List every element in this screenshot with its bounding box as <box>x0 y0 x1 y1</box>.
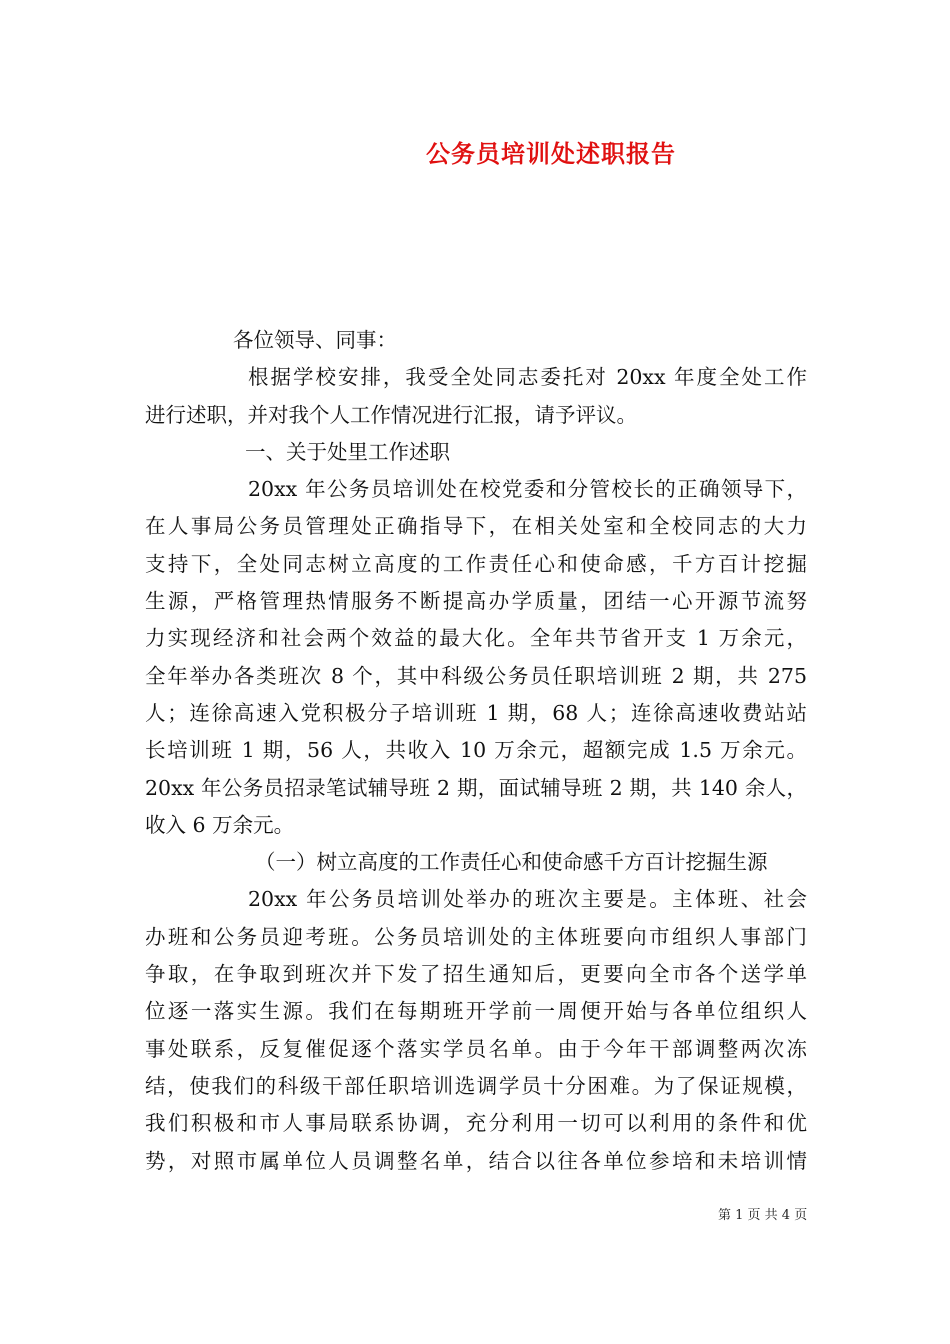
page-number: 第 1 页 共 4 页 <box>718 1208 808 1223</box>
paragraph-line: 事处联系，反复催促逐个落实学员名单。由于今年干部调整两次冻 <box>145 1036 807 1061</box>
salutation: 各位领导、同事： <box>233 328 397 352</box>
subsection-heading: （一）树立高度的工作责任心和使命感千方百计挖掘生源 <box>255 850 768 875</box>
paragraph-line: 收入 6 万余元。 <box>145 812 295 837</box>
paragraph-line: 位逐一落实生源。我们在每期班开学前一周便开始与各单位组织人 <box>145 999 807 1024</box>
paragraph-line: 支持下，全处同志树立高度的工作责任心和使命感，千方百计挖掘 <box>145 551 807 576</box>
paragraph-line: 20xx 年公务员培训处在校党委和分管校长的正确领导下， <box>248 477 807 502</box>
paragraph-line: 力实现经济和社会两个效益的最大化。全年共节省开支 1 万余元， <box>145 626 807 651</box>
paragraph-line: 势，对照市属单位人员调整名单，结合以往各单位参培和未培训情 <box>145 1148 807 1173</box>
paragraph-line: 根据学校安排，我受全处同志委托对 20xx 年度全处工作 <box>248 365 807 390</box>
paragraph-line: 结，使我们的科级干部任职培训选调学员十分困难。为了保证规模， <box>145 1073 807 1098</box>
paragraph-line: 争取，在争取到班次并下发了招生通知后，更要向全市各个送学单 <box>145 962 807 987</box>
paragraph-line: 20xx 年公务员培训处举办的班次主要是。主体班、社会 <box>248 887 807 912</box>
paragraph-line: 在人事局公务员管理处正确指导下，在相关处室和全校同志的大力 <box>145 514 807 539</box>
document-title: 公务员培训处述职报告 <box>426 139 676 168</box>
paragraph-line: 人；连徐高速入党积极分子培训班 1 期，68 人；连徐高速收费站站 <box>145 700 807 725</box>
document-body <box>145 322 807 1180</box>
section-heading: 一、关于处里工作述职 <box>245 439 450 464</box>
paragraph-line: 我们积极和市人事局联系协调，充分利用一切可以利用的条件和优 <box>145 1111 807 1136</box>
paragraph-line: 20xx 年公务员招录笔试辅导班 2 期，面试辅导班 2 期，共 140 余人， <box>145 775 807 800</box>
paragraph-line: 办班和公务员迎考班。公务员培训处的主体班要向市组织人事部门 <box>145 924 807 949</box>
paragraph-line: 生源，严格管理热情服务不断提高办学质量，团结一心开源节流努 <box>145 589 807 614</box>
paragraph-line: 进行述职，并对我个人工作情况进行汇报，请予评议。 <box>145 402 637 427</box>
paragraph-line: 全年举办各类班次 8 个，其中科级公务员任职培训班 2 期，共 275 <box>145 663 807 688</box>
paragraph-line: 长培训班 1 期，56 人，共收入 10 万余元，超额完成 1.5 万余元。 <box>145 738 807 763</box>
